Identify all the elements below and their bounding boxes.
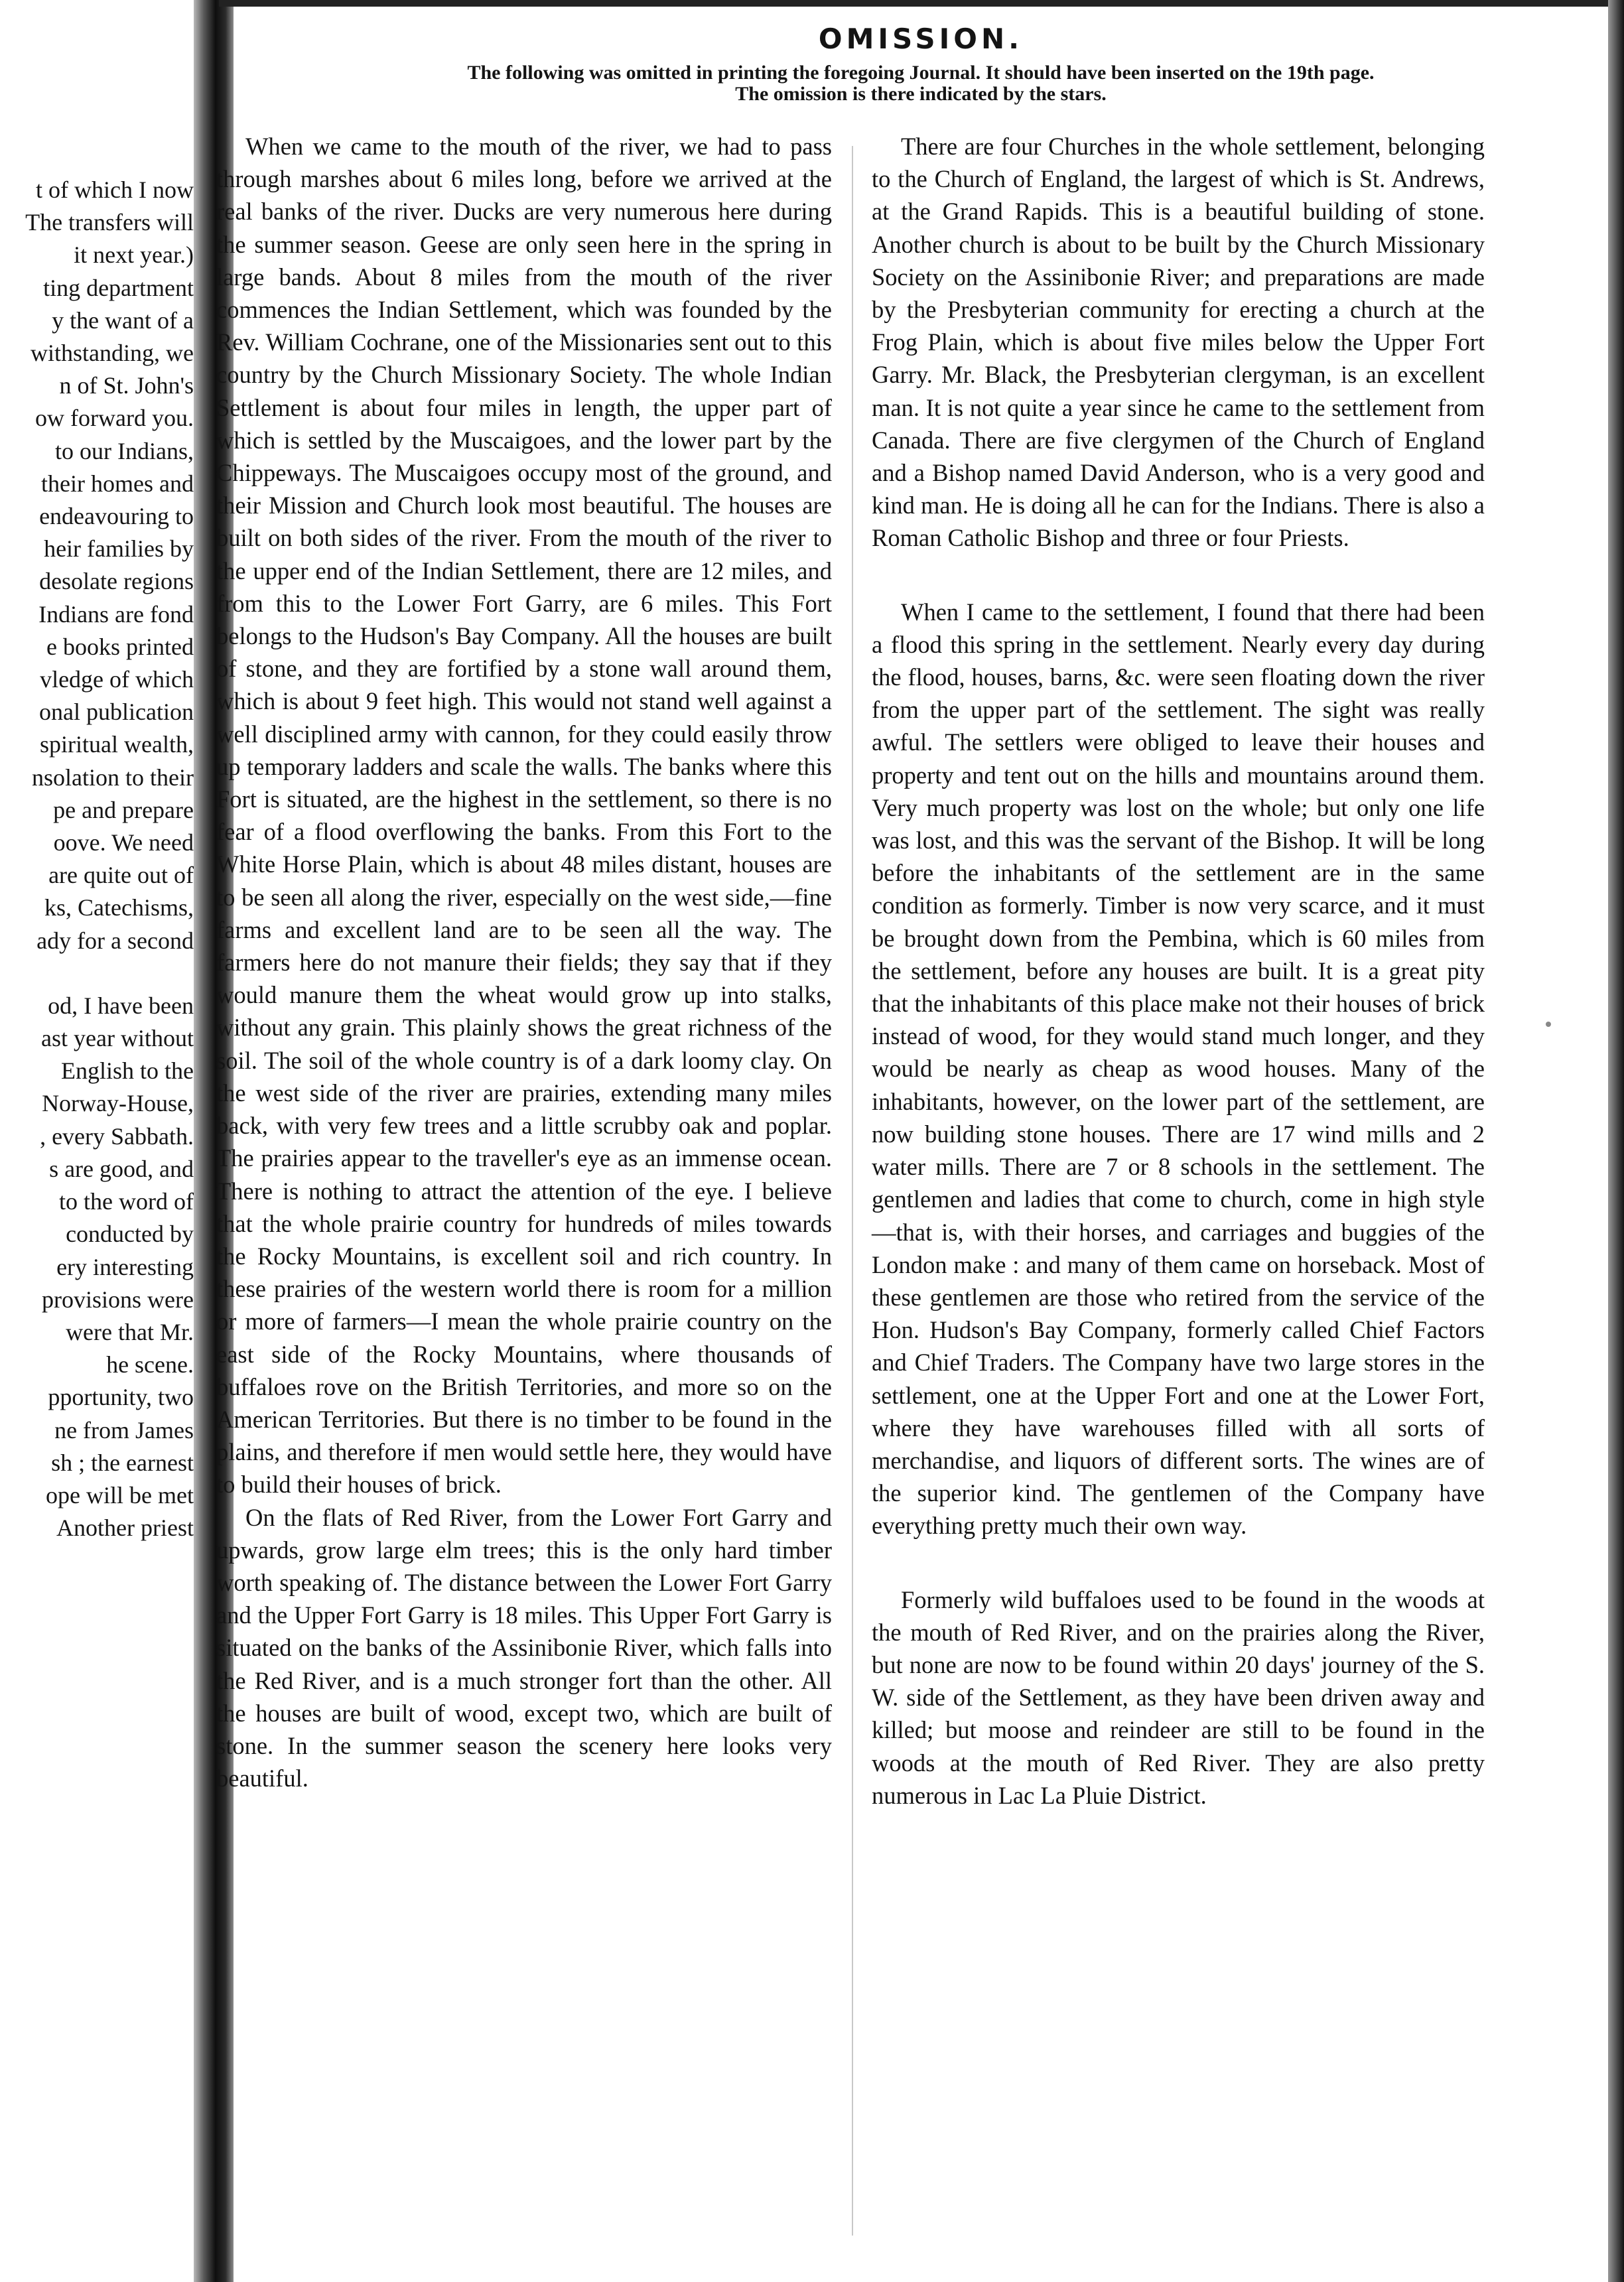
fragment-line: ast year without	[41, 1025, 194, 1052]
fragment-line: onal publication	[39, 699, 194, 726]
paragraph: When I came to the settlement, I found that there had been a flood this spring in the settlement. Nearly every day during the flood, houses, barns, &c. were seen floating down the river from the upper part of the settlement. The sight was really awful. The settlers were obliged to leave their houses and property and tent out on the hills and mountains around them. Very much property was lost on the whole; but only one life was lost, and this was the servant of the Bishop. It will be long before the inhabitants of the settlement are in the same condition as formerly. Timber is now very scarce, and it must be brought down from the Pembina, which is 60 miles from the settlement, before any houses are built. It is a great pity that the inhabitants of this place make not their houses of brick instead of wood, for they would stand much longer, and they would be nearly as cheap as wood houses. Many of the inhabitants, however, on the lower part of the settlement, are now building stone houses. There are 17 wind mills and 2 water mills. There are 7 or 8 schools in the settlement. The gentlemen and ladies that come to church, come in high style—that is, with their horses, and carriages and buggies of the London make : and many of them came on horseback. Most of these gentlemen are those who retired from the service of the Hon. Hudson's Bay Company, formerly called Chief Factors and Chief Traders. The Company have two large stores in the settlement, one at the Upper Fort and one at the Lower Fort, where they have warehouses filled with all sorts of merchandise, and liquors of different sorts. The wines are of the superior kind. The gentlemen of the Company have everything pretty much their own way.	[872, 598, 1485, 1540]
paragraph: Formerly wild buffaloes used to be found in the woods at the mouth of Red River, and on the prairies along the River, but none are now to be found within 20 days' journey of the S. W. side of the Settlement, as they have been driven away and killed; but moose and reindeer are still to be found in the woods at the mouth of Red River. They are also pretty numerous in Lac La Pluie District.	[872, 1585, 1485, 1809]
facing-page-fragment	[0, 174, 194, 1544]
left-column	[216, 130, 832, 1794]
paragraph: On the flats of Red River, from the Lower Fort Garry and upwards, grow large elm trees; this is the only hard timber worth speaking of. The distance between the Lower Fort Garry and the Upper Fort Garry is 18 miles. This Upper Fort Garry is situated on the banks of the Assinibonie River, which falls into the Red River, and is a much stronger fort than the other. All the houses are built of wood, except two, which are built of stone. In the summer season the scenery here looks very beautiful.	[216, 1503, 832, 1792]
fragment-line: he scene.	[106, 1351, 194, 1378]
fragment-line: e books printed	[46, 633, 194, 660]
facing-page-block-a	[0, 174, 194, 957]
fragment-line: The transfers will	[25, 209, 194, 236]
fragment-line: ow forward you.	[35, 405, 194, 432]
facing-page-block-b	[0, 990, 194, 1544]
right-column	[872, 130, 1485, 1812]
fragment-line: vledge of which	[40, 666, 194, 693]
fragment-line: heir families by	[44, 535, 194, 563]
fragment-line: nsolation to their	[32, 764, 194, 791]
page-top-edge	[219, 0, 1624, 7]
column-divider	[852, 146, 853, 2236]
fragment-line: endeavouring to	[39, 503, 194, 530]
paragraph: When we came to the mouth of the river, we had to pass through marshes about 6 miles long, before we arrived at the real banks of the river. Ducks are very numerous here during the summer season. Geese are only seen here in the spring in large bands. About 8 miles from the mouth of the river commences the Indian Settlement, which was founded by the Rev. William Cochrane, one of the Missionaries sent out to this country by the Church Missionary Society. The whole Indian Settlement is about four miles in length, the upper part of which is settled by the Muscaigoes, and the lower part by the Chippeways. The Muscaigoes occupy most of the ground, and their Mission and Church look most beautiful. The houses are built on both sides of the river. From the mouth of the river to the upper end of the Indian Settlement, there are 12 miles, and from this to the Lower Fort Garry, are 6 miles. This Fort belongs to the Hudson's Bay Company. All the houses are built of stone, and they are fortified by a stone wall around them, which is about 9 feet high. This would not stand well against a well disciplined army with cannon, for they could easily throw up temporary ladders and scale the walls. The banks where this Fort is situated, are the highest in the settlement, so there is no fear of a flood overflowing the banks. From this Fort to the White Horse Plain, which is about 48 miles distant, houses are to be seen all along the river, especially on the west side,—fine farms and excellent land are to be seen all the way. The farmers here do not manure their fields; they say that if they would manure them the wheat would grow up into stalks, without any grain. This plainly shows the great richness of the soil. The soil of the whole country is of a dark loomy clay. On the west side of the river are prairies, extending many miles back, with very few trees and a little scrubby oak and poplar. The prairies appear to the traveller's eye as an immense ocean. There is nothing to attract the attention of the eye. I believe that the whole prairie country for hundreds of miles towards the Rocky Mountains, is excellent soil and rich country. In these prairies of the western world there is room for a million or more of farmers—I mean the whole prairie country on the east side of the Rocky Mountains, where thousands of buffaloes rove on the British Territories, and more so on the American Territories. But there is no timber to be found in the plains, and therefore if men would settle here, they would have to build their houses of brick.	[216, 133, 832, 1499]
fragment-line: provisions were	[42, 1286, 194, 1313]
fragment-line: sh ; the earnest	[51, 1449, 194, 1476]
fragment-gap	[0, 957, 194, 990]
fragment-line: ady for a second	[36, 927, 194, 954]
omission-header	[234, 23, 1608, 104]
ink-speck	[1546, 1022, 1551, 1027]
fragment-line: oove. We need	[53, 829, 194, 856]
fragment-line: t of which I now	[36, 176, 194, 203]
fragment-line: were that Mr.	[66, 1318, 194, 1345]
fragment-line: desolate regions	[39, 568, 194, 595]
fragment-line: spiritual wealth,	[40, 731, 194, 758]
fragment-line: ne from James	[54, 1416, 194, 1443]
page-right-edge	[1608, 0, 1624, 2282]
fragment-line: y the want of a	[52, 306, 194, 334]
fragment-line: withstanding, we	[31, 340, 194, 367]
fragment-line: pportunity, two	[48, 1384, 194, 1411]
fragment-line: Norway-House,	[42, 1090, 194, 1117]
fragment-line: Another priest	[56, 1514, 194, 1542]
omission-note-continued: The omission is there indicated by the stars.	[735, 83, 1107, 105]
omission-note: The following was omitted in printing the foregoing Journal. It should have been inserted on the 19th page.	[467, 62, 1375, 84]
fragment-line: Indians are fond	[38, 600, 194, 628]
fragment-line: their homes and	[41, 470, 194, 497]
fragment-line: ting department	[43, 274, 194, 301]
fragment-line: it next year.)	[74, 241, 194, 269]
fragment-line: , every Sabbath.	[40, 1122, 194, 1150]
page-title: OMISSION.	[818, 23, 1024, 55]
fragment-line: pe and prepare	[53, 796, 194, 823]
fragment-line: English to the	[61, 1057, 194, 1085]
fragment-line: ope will be met	[46, 1481, 194, 1509]
paragraph: There are four Churches in the whole settlement, belonging to the Church of England, the largest of which is St. Andrews, at the Grand Rapids. This is a beautiful building of stone. Another church is about to be built by the Church Missionary Society on the Assinibonie River; and preparations are made by the Presbyterian community for erecting a church at the Frog Plain, which is about five miles below the Upper Fort Garry. Mr. Black, the Presbyterian clergyman, is an excellent man. It is not quite a year since he came to the settlement from Canada. There are five clergymen of the Church of England and a Bishop named David Anderson, who is a very good and kind man. He is doing all he can for the Indians. There is also a Roman Catholic Bishop and three or four Priests.	[872, 133, 1485, 552]
fragment-line: conducted by	[66, 1221, 194, 1248]
fragment-line: to our Indians,	[55, 437, 194, 464]
fragment-line: n of St. John's	[59, 372, 194, 399]
fragment-line: ks, Catechisms,	[44, 894, 194, 921]
fragment-line: are quite out of	[48, 862, 194, 889]
fragment-line: ery interesting	[56, 1253, 194, 1280]
fragment-line: s are good, and	[49, 1155, 194, 1182]
fragment-line: od, I have been	[48, 992, 194, 1019]
fragment-line: to the word of	[59, 1188, 194, 1215]
